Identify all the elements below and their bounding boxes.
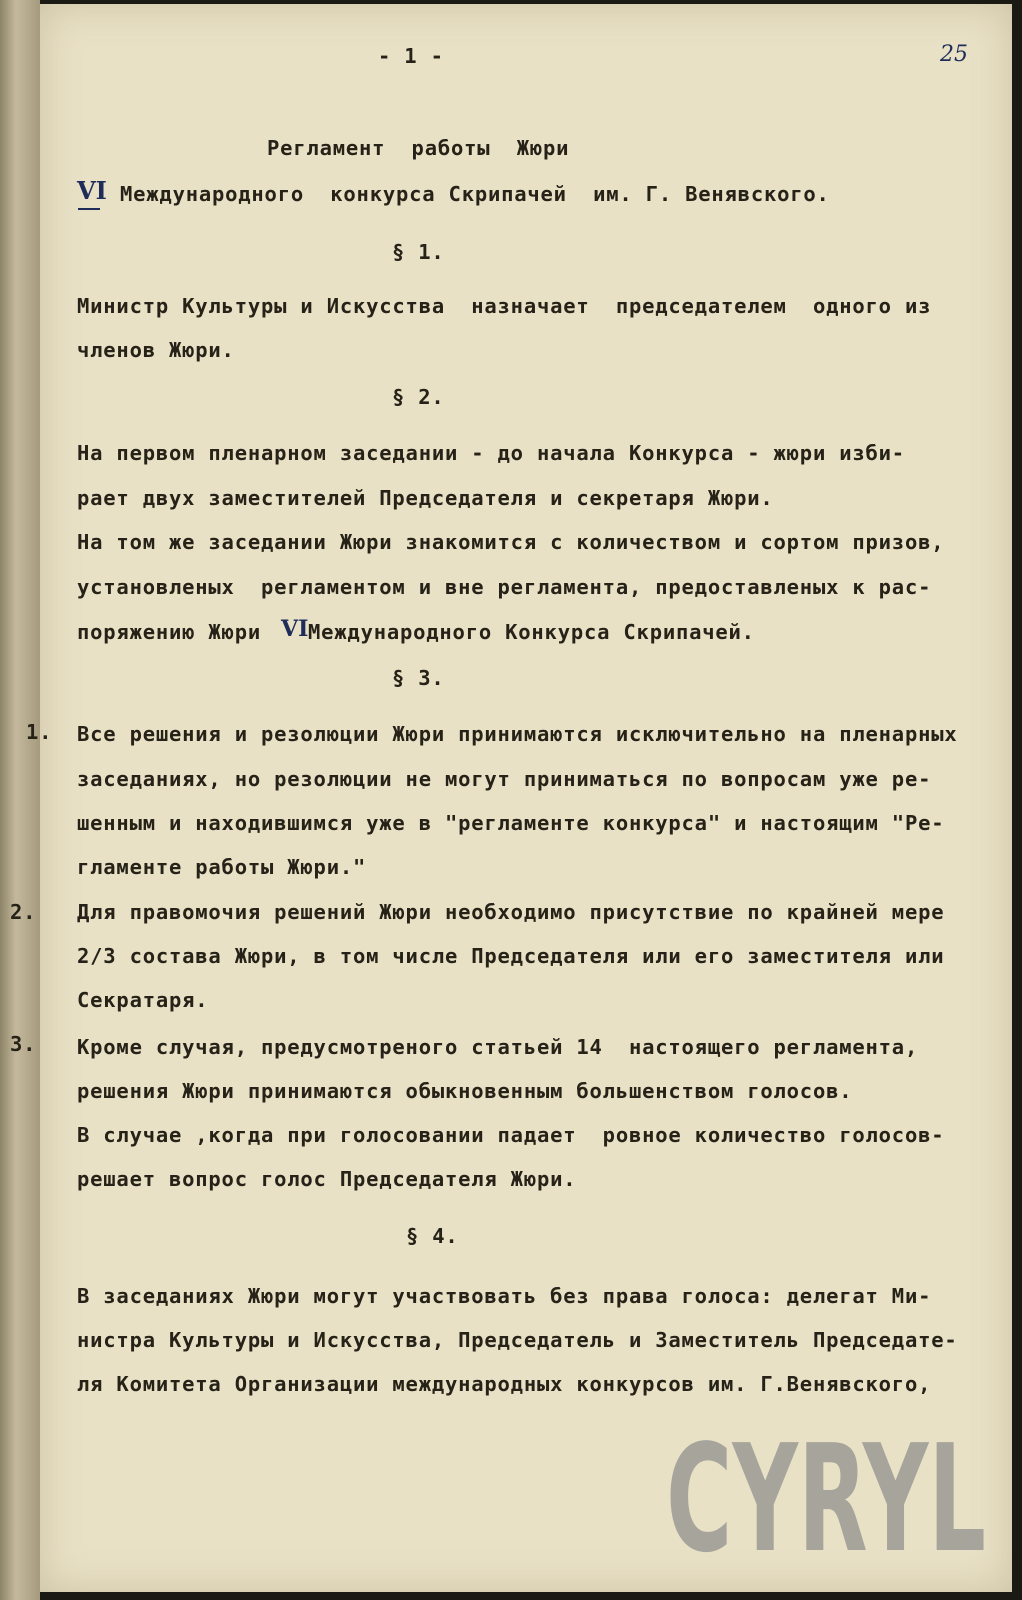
section-3-item-1-line-3: шенным и находившимся уже в "регламенте конкурса" и настоящим "Ре- [77,811,945,835]
section-2-line-5-end: Международного Конкурса Скрипачей. [308,620,755,644]
watermark-text: CYRYL [666,1416,986,1566]
section-3-item-3-line-1: Кроме случая, предусмотреного статьей 14 настоящего регламента, [77,1035,919,1059]
cyryl-watermark-logo [662,1416,992,1566]
section-3-item-1-line-2: заседаниях, но резолюции не могут приниматься по вопросам уже ре- [77,767,932,791]
section-4-line-1: В заседаниях Жюри могут участвовать без права голоса: делегат Ми- [77,1284,932,1308]
section-1-line-1: Министр Культуры и Искусства назначает председателем одного из [77,294,932,318]
section-3-item-2-number: 2. [10,900,37,924]
section-3-item-2-line-1: Для правомочия решений Жюри необходимо присутствие по крайней мере [77,900,945,924]
section-3-item-1-line-1: Все решения и резолюции Жюри принимаются исключительно на пленарных [77,722,958,746]
section-4-line-2: нистра Культуры и Искусства, Председатель и Заместитель Председате- [77,1328,958,1352]
page-number: - 1 - [378,44,444,68]
section-3-heading: § 3. [392,666,445,690]
section-3-item-1-number: 1. [26,720,53,744]
section-4-line-3: ля Комитета Организации международных конкурсов им. Г.Венявского, [77,1372,932,1396]
section-3-item-2-line-3: Секратаря. [77,988,209,1012]
section-3-item-3-line-4: решает вопрос голос Председателя Жюри. [77,1167,577,1191]
numeral-underline-mark [78,208,100,210]
section-2-roman-numeral: VI [281,616,309,642]
section-3-item-3-line-2: решения Жюри принимаются обыкновенным большенством голосов. [77,1079,853,1103]
section-2-line-2: рает двух заместителей Председателя и секретаря Жюри. [77,486,774,510]
section-2-line-4: установленых регламентом и вне регламента, предоставленых к рас- [77,575,932,599]
section-3-item-2-line-2: 2/3 состава Жюри, в том числе Председателя или его заместителя или [77,944,945,968]
section-2-line-1: На первом пленарном заседании - до начала Конкурса - жюри изби- [77,441,905,465]
archive-number: 25 [940,42,968,67]
section-2-line-5-start: поряжению Жюри [77,620,261,644]
section-3-item-1-line-4: гламенте работы Жюри." [77,855,367,879]
title-roman-numeral: VI [77,176,107,205]
section-1-line-2: членов Жюри. [77,338,235,362]
title-line-2: Международного конкурса Скрипачей им. Г. Венявского. [120,182,830,206]
binding-edge [0,0,40,1600]
title-line-1: Регламент работы Жюри [267,136,570,160]
section-2-line-3: На том же заседании Жюри знакомится с количеством и сортом призов, [77,530,945,554]
section-4-heading: § 4. [406,1224,459,1248]
document-page [10,4,1012,1592]
section-2-heading: § 2. [392,385,445,409]
section-3-item-3-line-3: В случае ,когда при голосовании падает ровное количество голосов- [77,1123,945,1147]
section-3-item-3-number: 3. [10,1032,37,1056]
section-1-heading: § 1. [392,240,445,264]
